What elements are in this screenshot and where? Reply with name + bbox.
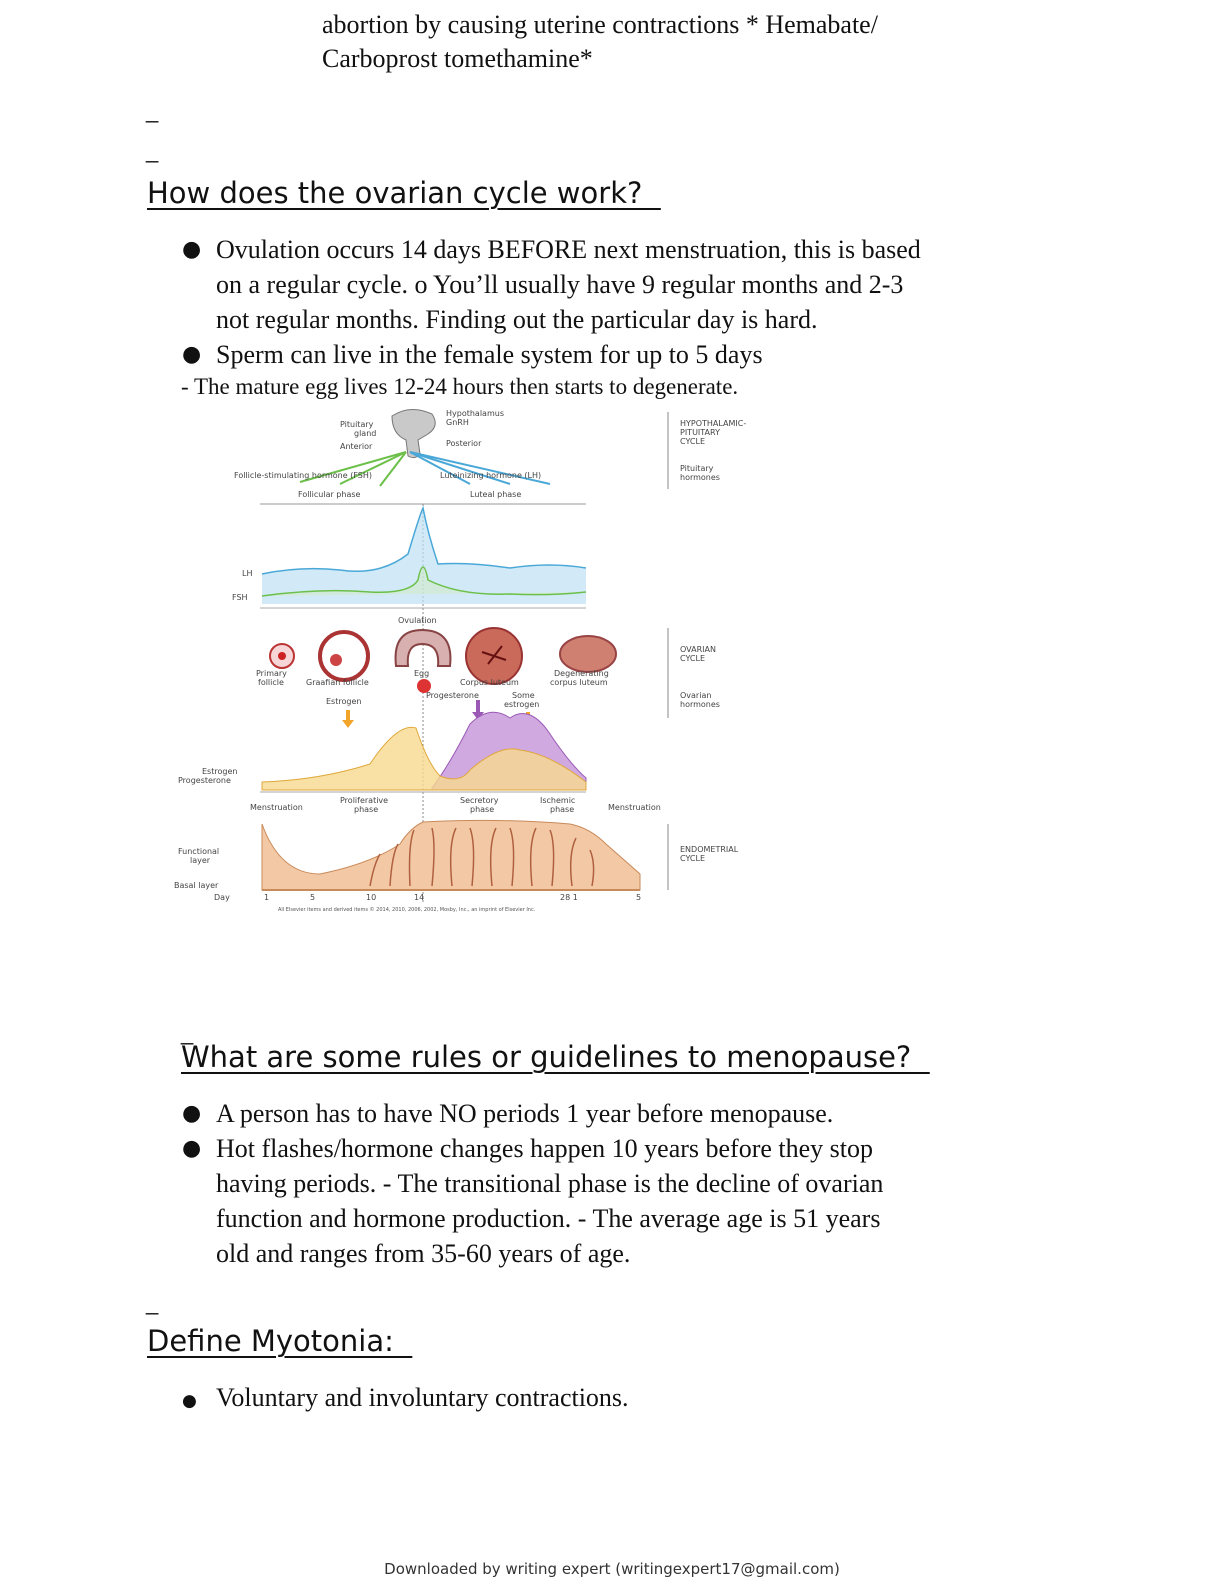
- label-secret-1: Secretory: [460, 796, 499, 805]
- label-estrogen: Estrogen: [326, 697, 362, 706]
- label-fsh-full: Follicle-stimulating hormone (FSH): [234, 471, 373, 480]
- label-basal-layer: Basal layer: [174, 881, 219, 890]
- section-heading-myotonia: Define Myotonia:: [147, 1324, 413, 1358]
- label-hpc-2: PITUITARY: [680, 428, 720, 437]
- label-estrogen-axis: Estrogen: [202, 767, 238, 776]
- label-isch-1: Ischemic: [540, 796, 576, 805]
- graafian-follicle: [320, 632, 368, 680]
- label-ovh-1: Ovarian: [680, 691, 712, 700]
- label-egg: Egg: [414, 669, 430, 678]
- ovarian-bullets: [182, 232, 921, 372]
- list-item: [182, 337, 921, 372]
- label-secret-2: phase: [470, 805, 495, 814]
- dash-marker: _: [146, 1290, 159, 1315]
- label-luteal-phase: Luteal phase: [470, 490, 522, 499]
- label-progesterone: Progesterone: [426, 691, 479, 700]
- bullet-line: Ovulation occurs 14 days BEFORE next menstruation, this is based: [216, 235, 921, 264]
- bullet-line: on a regular cycle. o You’ll usually have 9 regular months and 2-3: [216, 270, 904, 299]
- label-menstruation: Menstruation: [250, 803, 303, 812]
- list-item: [182, 232, 921, 337]
- label-primary-2: follicle: [258, 678, 284, 687]
- label-functional-2: layer: [190, 856, 211, 865]
- label-ovulation: Ovulation: [398, 616, 437, 625]
- label-endo-2: CYCLE: [680, 854, 705, 863]
- label-isch-2: phase: [550, 805, 575, 814]
- bullet-icon: ●: [182, 237, 202, 262]
- label-degen-2: corpus luteum: [550, 678, 608, 687]
- intro-text: [322, 8, 878, 76]
- degenerating-corpus-luteum: [560, 636, 616, 672]
- label-graafian: Graafian follicle: [306, 678, 369, 687]
- bullet-icon: ●: [182, 342, 202, 367]
- day-tick: 5: [310, 893, 316, 902]
- label-ovc-2: CYCLE: [680, 654, 705, 663]
- day-tick: 1: [264, 893, 270, 902]
- label-menstruation-2: Menstruation: [608, 803, 661, 812]
- intro-line: Carboprost tomethamine*: [322, 44, 593, 73]
- pituitary-gland-shape: [392, 409, 435, 457]
- label-endo-1: ENDOMETRIAL: [680, 845, 739, 854]
- bullet-line: A person has to have NO periods 1 year before menopause.: [216, 1099, 834, 1128]
- myotonia-bullets: [182, 1380, 629, 1415]
- fsh-lines: [300, 452, 406, 486]
- bullet-line: having periods. - The transitional phase is the decline of ovarian: [216, 1169, 884, 1198]
- label-lh-full: Luteinizing hormone (LH): [440, 471, 542, 480]
- label-functional-1: Functional: [178, 847, 220, 856]
- label-anterior: Anterior: [340, 442, 373, 451]
- label-ovc-1: OVARIAN: [680, 645, 716, 654]
- list-item: [182, 1131, 884, 1271]
- label-primary-1: Primary: [256, 669, 287, 678]
- dash-marker: _: [146, 138, 159, 163]
- bullet-line: Voluntary and involuntary contractions.: [216, 1383, 629, 1412]
- label-gland: gland: [354, 429, 377, 438]
- bullet-line: not regular months. Finding out the particular day is hard.: [216, 305, 818, 334]
- day-tick: 14: [414, 893, 425, 902]
- list-item: [182, 1380, 629, 1415]
- bullet-line: Hot flashes/hormone changes happen 10 years before they stop: [216, 1134, 874, 1163]
- label-lh-axis: LH: [242, 569, 253, 578]
- label-day: Day: [214, 893, 230, 902]
- label-pit-hormones-2: hormones: [680, 473, 720, 482]
- label-fsh-axis: FSH: [232, 593, 248, 602]
- day-tick: 28 1: [560, 893, 578, 902]
- label-some-1: Some: [512, 691, 535, 700]
- estrogen-arrow: [342, 710, 354, 728]
- label-hpc-1: HYPOTHALAMIC-: [680, 419, 747, 428]
- intro-line: abortion by causing uterine contractions * Hemabate/: [322, 10, 878, 39]
- label-hypothalamus: Hypothalamus: [446, 409, 504, 418]
- label-posterior: Posterior: [446, 439, 482, 448]
- egg-note: - The mature egg lives 12-24 hours then starts to degenerate.: [181, 374, 739, 399]
- label-some-2: estrogen: [504, 700, 540, 709]
- label-prolif-1: Proliferative: [340, 796, 389, 805]
- day-tick: 10: [366, 893, 377, 902]
- label-prolif-2: phase: [354, 805, 379, 814]
- label-copyright: All Elsevier items and derived items © 2014, 2010, 2006, 2002, Mosby, Inc., an imprint of Elsevier Inc.: [278, 907, 536, 913]
- label-follicular-phase: Follicular phase: [298, 490, 361, 499]
- menopause-bullets: [182, 1096, 884, 1271]
- section-heading-ovarian: How does the ovarian cycle work?: [147, 176, 661, 210]
- label-hpc-3: CYCLE: [680, 437, 705, 446]
- bullet-line: old and ranges from 35-60 years of age.: [216, 1239, 631, 1268]
- label-pituitary: Pituitary: [340, 420, 374, 429]
- label-progesterone-axis: Progesterone: [178, 776, 231, 785]
- bullet-icon: ●: [182, 1136, 202, 1161]
- menstrual-cycle-figure: [170, 404, 790, 916]
- label-ovh-2: hormones: [680, 700, 720, 709]
- day-tick: 5: [636, 893, 642, 902]
- label-corpus-luteum: Corpus luteum: [460, 678, 519, 687]
- dash-marker: _: [146, 98, 159, 123]
- label-degen-1: Degenerating: [554, 669, 609, 678]
- download-footer: Downloaded by writing expert (writingexpert17@gmail.com): [384, 1560, 840, 1578]
- bullet-icon: ●: [182, 1101, 202, 1126]
- section-heading-menopause: What are some rules or guidelines to menopause?: [181, 1040, 930, 1074]
- label-gnrh: GnRH: [446, 418, 469, 427]
- bullet-line: function and hormone production. - The average age is 51 years: [216, 1204, 881, 1233]
- label-pit-hormones-1: Pituitary: [680, 464, 714, 473]
- dash-marker: _: [181, 1020, 194, 1045]
- bullet-icon: ●: [182, 1391, 197, 1411]
- bullet-line: Sperm can live in the female system for up to 5 days: [216, 340, 763, 369]
- list-item: [182, 1096, 883, 1131]
